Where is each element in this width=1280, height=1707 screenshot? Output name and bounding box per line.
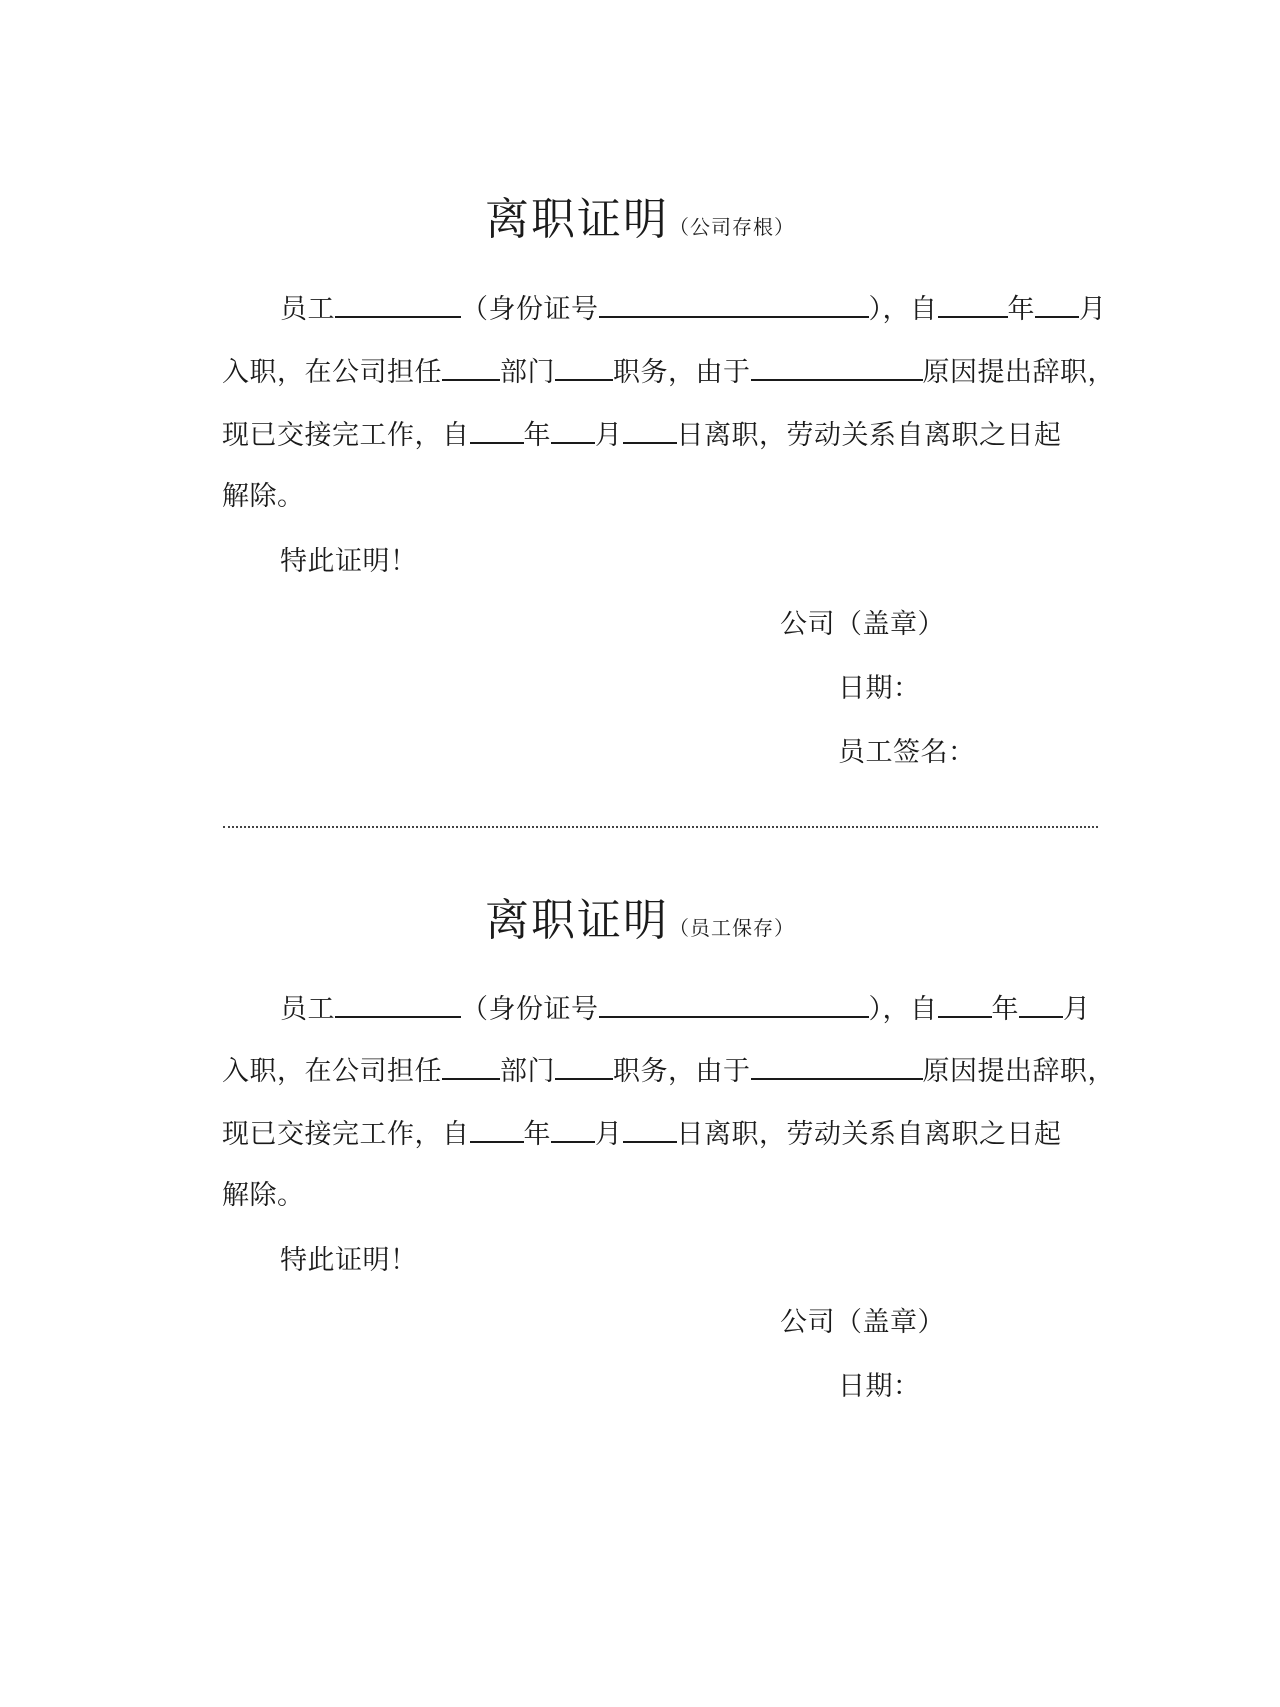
section1-title-sub: （公司存根） <box>669 215 795 239</box>
blank-department[interactable] <box>442 353 500 381</box>
section2-company-seal: 公司（盖章） <box>780 1307 945 1338</box>
text-month: 月 <box>595 1119 623 1150</box>
text-handover: 现已交接完工作，自 <box>222 1119 470 1150</box>
blank-leave-day[interactable] <box>623 416 677 444</box>
text-year: 年 <box>523 1119 551 1150</box>
blank-position[interactable] <box>555 1052 613 1080</box>
text-employee: 员工 <box>280 994 335 1025</box>
text-month: 月 <box>1079 294 1107 325</box>
blank-entry-year[interactable] <box>938 990 992 1018</box>
text-leave-day: 日离职，劳动关系自离职之日起 <box>676 1119 1062 1150</box>
blank-reason[interactable] <box>751 1052 923 1080</box>
blank-leave-month[interactable] <box>551 416 595 444</box>
section2-date-label: 日期： <box>838 1371 921 1402</box>
blank-leave-month[interactable] <box>551 1115 595 1143</box>
section2-title <box>0 884 1280 948</box>
text-month: 月 <box>1063 994 1091 1025</box>
section2-line-3 <box>222 1115 1062 1153</box>
text-employee: 员工 <box>280 294 335 325</box>
blank-leave-day[interactable] <box>623 1115 677 1143</box>
blank-employee-name[interactable] <box>335 290 461 318</box>
section1-date-label: 日期： <box>838 673 921 704</box>
text-leave-day: 日离职，劳动关系自离职之日起 <box>676 420 1062 451</box>
section1-line-1 <box>280 290 1107 328</box>
section1-line-2 <box>222 353 1115 391</box>
section1-company-seal: 公司（盖章） <box>780 609 945 640</box>
text-year: 年 <box>1007 294 1035 325</box>
blank-entry-month[interactable] <box>1035 290 1079 318</box>
text-department: 部门 <box>500 357 555 388</box>
blank-entry-year[interactable] <box>938 290 1008 318</box>
text-from: ），自 <box>868 294 938 325</box>
blank-employee-name[interactable] <box>335 990 461 1018</box>
text-month: 月 <box>595 420 623 451</box>
blank-id-number[interactable] <box>599 290 869 318</box>
blank-department[interactable] <box>442 1052 500 1080</box>
section1-line-4: 解除。 <box>222 481 305 512</box>
text-reason: 原因提出辞职， <box>922 357 1115 388</box>
text-handover: 现已交接完工作，自 <box>222 420 470 451</box>
text-id-number: （身份证号 <box>461 294 599 325</box>
text-department: 部门 <box>500 1056 555 1087</box>
text-id-number: （身份证号 <box>461 994 599 1025</box>
text-year: 年 <box>523 420 551 451</box>
section2-line-4: 解除。 <box>222 1180 305 1211</box>
text-joined: 入职，在公司担任 <box>222 1056 442 1087</box>
section2-title-sub: （员工保存） <box>669 916 795 940</box>
blank-leave-year[interactable] <box>470 416 524 444</box>
text-reason: 原因提出辞职， <box>922 1056 1115 1087</box>
text-year: 年 <box>991 994 1019 1025</box>
text-from: ），自 <box>868 994 938 1025</box>
section2-line-2 <box>222 1052 1115 1090</box>
text-position: 职务，由于 <box>613 357 751 388</box>
blank-entry-month[interactable] <box>1019 990 1063 1018</box>
blank-position[interactable] <box>555 353 613 381</box>
blank-leave-year[interactable] <box>470 1115 524 1143</box>
cut-line-divider <box>223 826 1098 828</box>
section1-title <box>0 183 1280 247</box>
section1-signature-label: 员工签名： <box>838 737 976 768</box>
section2-closing: 特此证明！ <box>280 1245 418 1276</box>
section1-closing: 特此证明！ <box>280 546 418 577</box>
blank-reason[interactable] <box>751 353 923 381</box>
section1-line-3 <box>222 416 1062 454</box>
blank-id-number[interactable] <box>599 990 869 1018</box>
text-joined: 入职，在公司担任 <box>222 357 442 388</box>
section2-title-main: 离职证明 <box>485 895 669 946</box>
section1-title-main: 离职证明 <box>485 194 669 245</box>
section2-line-1 <box>280 990 1091 1028</box>
text-position: 职务，由于 <box>613 1056 751 1087</box>
